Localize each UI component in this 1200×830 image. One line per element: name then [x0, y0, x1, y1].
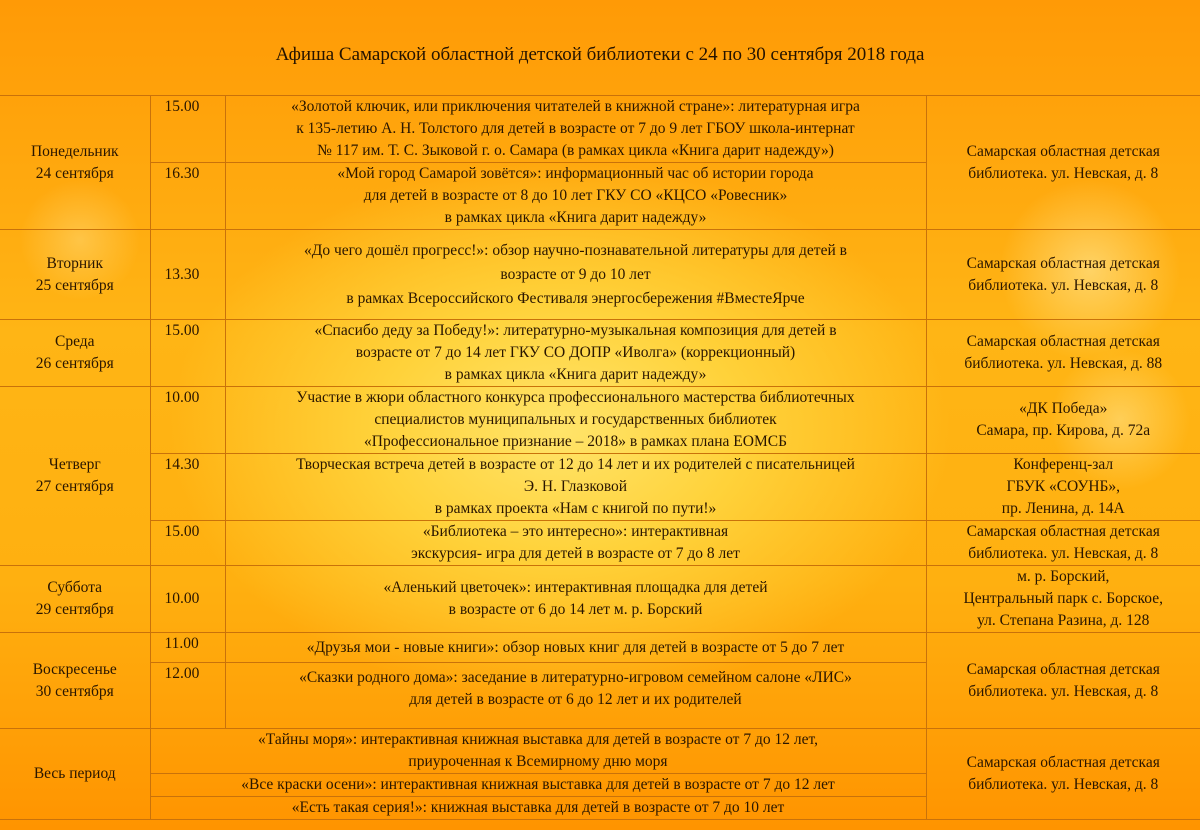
venue-cell: Самарская областная детская библиотека. ул. Невская, д. 8 — [926, 521, 1200, 566]
day-cell: Понедельник 24 сентября — [0, 96, 150, 230]
event-description: «Спасибо деду за Победу!»: литературно-музыкальная композиция для детей в возрасте от 7 до 14 лет ГКУ СО ДОПР «Иволга» (коррекционный) в рамках цикла «Книга дарит надежду» — [225, 320, 926, 387]
event-description: «Мой город Самарой зовётся»: информационный час об истории города для детей в возрасте от 8 до 10 лет ГКУ СО «КЦСО «Ровесник» в рамках цикла «Книга дарит надежду» — [225, 163, 926, 230]
venue-cell: Самарская областная детская библиотека. ул. Невская, д. 88 — [926, 320, 1200, 387]
event-time: 15.00 — [150, 320, 225, 387]
day-cell: Весь период — [0, 729, 150, 820]
venue-cell: Самарская областная детская библиотека. ул. Невская, д. 8 — [926, 96, 1200, 230]
table-row — [0, 96, 1200, 163]
table-row — [0, 230, 1200, 320]
table-row — [0, 521, 1200, 566]
event-description: «Аленький цветочек»: интерактивная площадка для детей в возрасте от 6 до 14 лет м. р. Борский — [225, 566, 926, 633]
venue-cell: Самарская областная детская библиотека. ул. Невская, д. 8 — [926, 633, 1200, 729]
event-time: 16.30 — [150, 163, 225, 230]
event-time: 15.00 — [150, 96, 225, 163]
event-description: «Золотой ключик, или приключения читателей в книжной стране»: литературная игра к 135-летию А. Н. Толстого для детей в возрасте от 7 до 9 лет ГБОУ школа-интернат № 117 им. Т. С. Зыковой г. о. Самара (в рамках цикла «Книга дарит надежду») — [225, 96, 926, 163]
day-cell: Вторник 25 сентября — [0, 230, 150, 320]
event-time: 10.00 — [150, 387, 225, 454]
table-row — [0, 566, 1200, 633]
table-row — [0, 633, 1200, 663]
event-description: «Тайны моря»: интерактивная книжная выставка для детей в возрасте от 7 до 12 лет, приуроченная к Всемирному дню моря — [150, 729, 926, 774]
venue-cell: Конференц-зал ГБУК «СОУНБ», пр. Ленина, д. 14А — [926, 454, 1200, 521]
table-row — [0, 454, 1200, 521]
event-time: 11.00 — [150, 633, 225, 663]
day-cell: Воскресенье 30 сентября — [0, 633, 150, 729]
event-time: 15.00 — [150, 521, 225, 566]
day-cell: Суббота 29 сентября — [0, 566, 150, 633]
event-description: «До чего дошёл прогресс!»: обзор научно-познавательной литературы для детей в возрасте от 9 до 10 лет в рамках Всероссийского Фестиваля энергосбережения #ВместеЯрче — [225, 230, 926, 320]
venue-cell: Самарская областная детская библиотека. ул. Невская, д. 8 — [926, 230, 1200, 320]
event-description: «Сказки родного дома»: заседание в литературно-игровом семейном салоне «ЛИС» для детей в возрасте от 6 до 12 лет и их родителей — [225, 663, 926, 729]
day-cell: Четверг 27 сентября — [0, 387, 150, 566]
event-description: «Все краски осени»: интерактивная книжная выставка для детей в возрасте от 7 до 12 лет — [150, 774, 926, 797]
event-description: Творческая встреча детей в возрасте от 12 до 14 лет и их родителей с писательницей Э. Н. Глазковой в рамках проекта «Нам с книгой по пути!» — [225, 454, 926, 521]
event-description: Участие в жюри областного конкурса профессионального мастерства библиотечных специалистов муниципальных и государственных библиотек «Профессиональное признание – 2018» в рамках плана ЕОМСБ — [225, 387, 926, 454]
day-cell: Среда 26 сентября — [0, 320, 150, 387]
event-description: «Есть такая серия!»: книжная выставка для детей в возрасте от 7 до 10 лет — [150, 797, 926, 820]
event-time: 14.30 — [150, 454, 225, 521]
table-row — [0, 729, 1200, 774]
event-description: «Библиотека – это интересно»: интерактивная экскурсия- игра для детей в возрасте от 7 до 8 лет — [225, 521, 926, 566]
venue-cell: м. р. Борский, Центральный парк с. Борское, ул. Степана Разина, д. 128 — [926, 566, 1200, 633]
event-time: 12.00 — [150, 663, 225, 729]
table-row — [0, 320, 1200, 387]
page-title: Афиша Самарской областной детской библиотеки с 24 по 30 сентября 2018 года — [275, 44, 925, 65]
event-description: «Друзья мои - новые книги»: обзор новых книг для детей в возрасте от 5 до 7 лет — [225, 633, 926, 663]
event-time: 13.30 — [150, 230, 225, 320]
event-time: 10.00 — [150, 566, 225, 633]
venue-cell: «ДК Победа» Самара, пр. Кирова, д. 72а — [926, 387, 1200, 454]
venue-cell: Самарская областная детская библиотека. ул. Невская, д. 8 — [926, 729, 1200, 820]
schedule-table — [0, 95, 1200, 820]
table-row — [0, 387, 1200, 454]
